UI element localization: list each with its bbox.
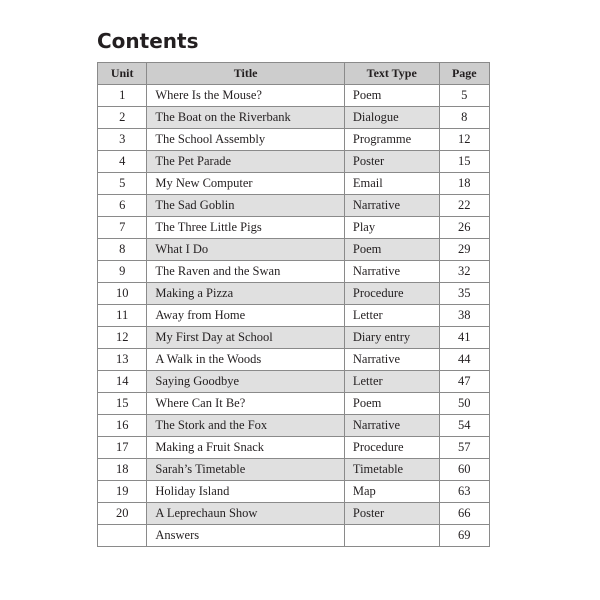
table-row xyxy=(98,327,490,349)
cell-text-type: Email xyxy=(344,173,439,195)
cell-page: 57 xyxy=(439,437,489,459)
cell-text-type: Poster xyxy=(344,503,439,525)
cell-title: The School Assembly xyxy=(147,129,345,151)
cell-page: 32 xyxy=(439,261,489,283)
cell-unit: 2 xyxy=(98,107,147,129)
table-row xyxy=(98,459,490,481)
cell-unit: 8 xyxy=(98,239,147,261)
cell-text-type: Timetable xyxy=(344,459,439,481)
cell-unit: 12 xyxy=(98,327,147,349)
cell-text-type xyxy=(344,525,439,547)
cell-title: Away from Home xyxy=(147,305,345,327)
cell-title: The Three Little Pigs xyxy=(147,217,345,239)
cell-page: 54 xyxy=(439,415,489,437)
cell-unit: 18 xyxy=(98,459,147,481)
column-header-unit: Unit xyxy=(98,63,147,85)
cell-unit: 14 xyxy=(98,371,147,393)
cell-page: 15 xyxy=(439,151,489,173)
cell-title: The Stork and the Fox xyxy=(147,415,345,437)
table-row xyxy=(98,173,490,195)
cell-title: Where Is the Mouse? xyxy=(147,85,345,107)
table-row xyxy=(98,503,490,525)
cell-page: 63 xyxy=(439,481,489,503)
cell-title: The Raven and the Swan xyxy=(147,261,345,283)
cell-title: Making a Pizza xyxy=(147,283,345,305)
cell-page: 60 xyxy=(439,459,489,481)
table-row xyxy=(98,107,490,129)
table-header-row xyxy=(98,63,490,85)
cell-text-type: Procedure xyxy=(344,283,439,305)
table-row xyxy=(98,371,490,393)
cell-unit: 5 xyxy=(98,173,147,195)
contents-table xyxy=(97,62,490,547)
page-title: Contents xyxy=(97,29,199,53)
cell-text-type: Poster xyxy=(344,151,439,173)
cell-page: 22 xyxy=(439,195,489,217)
column-header-text-type: Text Type xyxy=(344,63,439,85)
cell-text-type: Narrative xyxy=(344,349,439,371)
cell-page: 66 xyxy=(439,503,489,525)
cell-page: 8 xyxy=(439,107,489,129)
table-row xyxy=(98,151,490,173)
table-row xyxy=(98,239,490,261)
table-row xyxy=(98,349,490,371)
cell-unit xyxy=(98,525,147,547)
cell-title: A Leprechaun Show xyxy=(147,503,345,525)
cell-unit: 9 xyxy=(98,261,147,283)
cell-unit: 20 xyxy=(98,503,147,525)
cell-text-type: Programme xyxy=(344,129,439,151)
table-row xyxy=(98,85,490,107)
cell-title: Making a Fruit Snack xyxy=(147,437,345,459)
cell-page: 41 xyxy=(439,327,489,349)
column-header-page: Page xyxy=(439,63,489,85)
cell-text-type: Diary entry xyxy=(344,327,439,349)
cell-unit: 19 xyxy=(98,481,147,503)
cell-unit: 11 xyxy=(98,305,147,327)
cell-unit: 17 xyxy=(98,437,147,459)
cell-title: My First Day at School xyxy=(147,327,345,349)
cell-page: 50 xyxy=(439,393,489,415)
cell-text-type: Dialogue xyxy=(344,107,439,129)
cell-unit: 6 xyxy=(98,195,147,217)
cell-title: A Walk in the Woods xyxy=(147,349,345,371)
table-row xyxy=(98,305,490,327)
cell-text-type: Letter xyxy=(344,305,439,327)
cell-page: 18 xyxy=(439,173,489,195)
cell-title: What I Do xyxy=(147,239,345,261)
cell-page: 47 xyxy=(439,371,489,393)
cell-title: My New Computer xyxy=(147,173,345,195)
cell-unit: 7 xyxy=(98,217,147,239)
cell-page: 12 xyxy=(439,129,489,151)
cell-title: The Boat on the Riverbank xyxy=(147,107,345,129)
cell-title: Where Can It Be? xyxy=(147,393,345,415)
table-row xyxy=(98,525,490,547)
cell-title: The Sad Goblin xyxy=(147,195,345,217)
table-row xyxy=(98,283,490,305)
cell-unit: 10 xyxy=(98,283,147,305)
table-row xyxy=(98,195,490,217)
cell-title: Holiday Island xyxy=(147,481,345,503)
cell-text-type: Map xyxy=(344,481,439,503)
cell-unit: 1 xyxy=(98,85,147,107)
table-row xyxy=(98,261,490,283)
cell-title: Sarah’s Timetable xyxy=(147,459,345,481)
cell-text-type: Poem xyxy=(344,239,439,261)
table-row xyxy=(98,437,490,459)
cell-unit: 3 xyxy=(98,129,147,151)
cell-text-type: Play xyxy=(344,217,439,239)
table-row xyxy=(98,415,490,437)
cell-page: 38 xyxy=(439,305,489,327)
cell-title: Answers xyxy=(147,525,345,547)
cell-page: 5 xyxy=(439,85,489,107)
cell-title: Saying Goodbye xyxy=(147,371,345,393)
cell-unit: 4 xyxy=(98,151,147,173)
cell-text-type: Poem xyxy=(344,393,439,415)
cell-text-type: Poem xyxy=(344,85,439,107)
table-row xyxy=(98,217,490,239)
table-row xyxy=(98,129,490,151)
contents-table-body xyxy=(98,85,490,547)
cell-title: The Pet Parade xyxy=(147,151,345,173)
cell-page: 35 xyxy=(439,283,489,305)
column-header-title: Title xyxy=(147,63,345,85)
cell-page: 69 xyxy=(439,525,489,547)
cell-unit: 16 xyxy=(98,415,147,437)
cell-page: 44 xyxy=(439,349,489,371)
cell-unit: 15 xyxy=(98,393,147,415)
cell-unit: 13 xyxy=(98,349,147,371)
cell-page: 26 xyxy=(439,217,489,239)
table-row xyxy=(98,481,490,503)
cell-text-type: Narrative xyxy=(344,195,439,217)
cell-text-type: Procedure xyxy=(344,437,439,459)
cell-text-type: Narrative xyxy=(344,415,439,437)
cell-text-type: Letter xyxy=(344,371,439,393)
cell-page: 29 xyxy=(439,239,489,261)
cell-text-type: Narrative xyxy=(344,261,439,283)
table-row xyxy=(98,393,490,415)
